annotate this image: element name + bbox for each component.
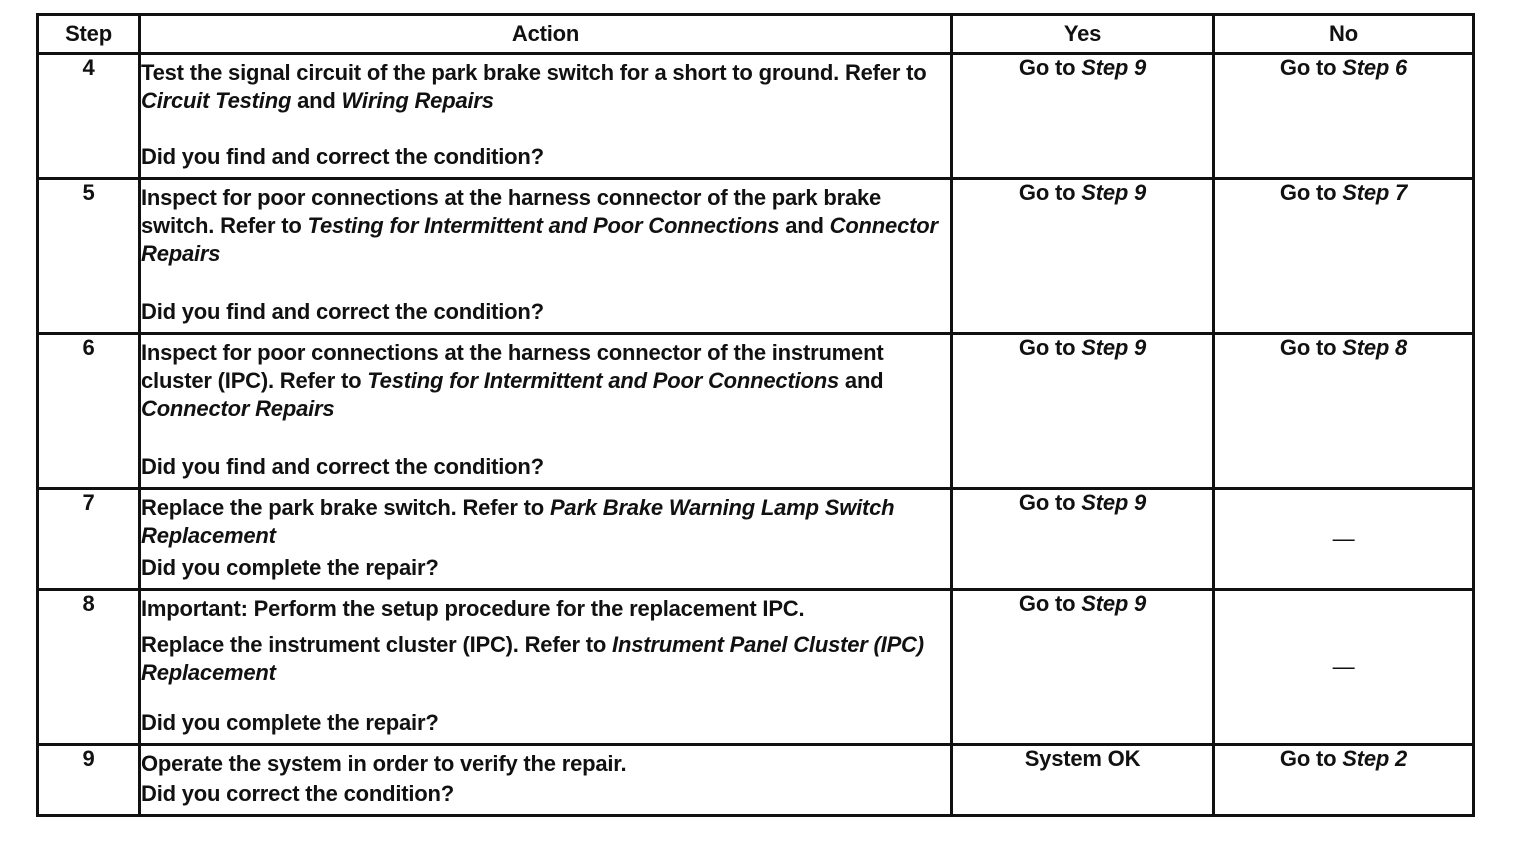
reference-link[interactable]: Connector Repairs [141,396,335,421]
table-row-step-7 [38,489,1474,590]
yes-result: Go to Step 9 [952,179,1214,334]
table-row-step-6 [38,334,1474,489]
step-link[interactable]: Step 9 [1081,180,1147,205]
step-number: 7 [38,489,140,590]
diagnostic-step-table [36,13,1475,817]
table-header-row [38,15,1474,54]
table-row-step-5 [38,179,1474,334]
step-link[interactable]: Step 7 [1342,180,1408,205]
action-cell [140,54,952,179]
reference-link[interactable]: Testing for Intermittent and Poor Connections [307,213,780,238]
action-question: Did you find and correct the condition? [141,454,544,479]
no-result: Go to Step 7 [1214,179,1474,334]
step-number: 8 [38,590,140,745]
reference-link[interactable]: Connector Repairs [141,213,938,266]
action-cell [140,590,952,745]
important-note: Important: Perform the setup procedure for the replacement IPC. [141,596,805,621]
action-question: Did you correct the condition? [141,781,455,806]
no-result: Go to Step 2 [1214,745,1474,816]
no-result: Go to Step 6 [1214,54,1474,179]
system-ok-text: System OK [1024,746,1141,771]
reference-link[interactable]: Park Brake Warning Lamp Switch Replacement [141,495,895,548]
yes-result: Go to Step 9 [952,489,1214,590]
yes-result [952,745,1214,816]
action-cell [140,745,952,816]
important-label: Important: [141,596,248,621]
yes-result: Go to Step 9 [952,54,1214,179]
step-number: 6 [38,334,140,489]
header-yes: Yes [952,15,1214,54]
action-instruction: Operate the system in order to verify the repair. [141,751,627,776]
step-link[interactable]: Step 6 [1342,55,1408,80]
diagnostic-table-page [36,13,1472,817]
action-instruction: Test the signal circuit of the park brake switch for a short to ground. Refer to Circuit Testing and Wiring Repairs [141,60,927,113]
action-question: Did you complete the repair? [141,555,439,580]
action-question: Did you find and correct the condition? [141,299,544,324]
step-link[interactable]: Step 9 [1081,490,1147,515]
table-row-step-4 [38,54,1474,179]
not-applicable-dash: — [1332,654,1355,679]
table-row-step-8 [38,590,1474,745]
no-result [1214,489,1474,590]
step-number: 9 [38,745,140,816]
step-number: 4 [38,54,140,179]
header-no: No [1214,15,1474,54]
step-link[interactable]: Step 9 [1081,55,1147,80]
action-instruction: Inspect for poor connections at the harness connector of the park brake switch. Refer to Testing for Intermittent and Poor Connections and Connector Repairs [141,185,938,266]
header-action: Action [140,15,952,54]
header-step: Step [38,15,140,54]
yes-result: Go to Step 9 [952,590,1214,745]
step-link[interactable]: Step 2 [1342,746,1408,771]
step-link[interactable]: Step 9 [1081,591,1147,616]
action-question: Did you find and correct the condition? [141,144,544,169]
step-link[interactable]: Step 8 [1342,335,1408,360]
reference-link[interactable]: Wiring Repairs [341,88,494,113]
action-cell [140,334,952,489]
table-row-step-9 [38,745,1474,816]
reference-link[interactable]: Instrument Panel Cluster (IPC) Replacement [141,632,924,685]
action-cell [140,179,952,334]
action-instruction: Inspect for poor connections at the harness connector of the instrument cluster (IPC). Refer to Testing for Intermittent and Poor Connections and Connector Repairs [141,340,884,421]
step-number: 5 [38,179,140,334]
action-question: Did you complete the repair? [141,710,439,735]
yes-result: Go to Step 9 [952,334,1214,489]
reference-link[interactable]: Circuit Testing [141,88,292,113]
action-cell [140,489,952,590]
no-result: Go to Step 8 [1214,334,1474,489]
action-instruction: Replace the park brake switch. Refer to Park Brake Warning Lamp Switch Replacement [141,495,895,548]
no-result [1214,590,1474,745]
step-link[interactable]: Step 9 [1081,335,1147,360]
action-instruction: Replace the instrument cluster (IPC). Refer to Instrument Panel Cluster (IPC) Replacement [141,632,924,685]
reference-link[interactable]: Testing for Intermittent and Poor Connections [367,368,839,393]
not-applicable-dash: — [1332,526,1355,551]
